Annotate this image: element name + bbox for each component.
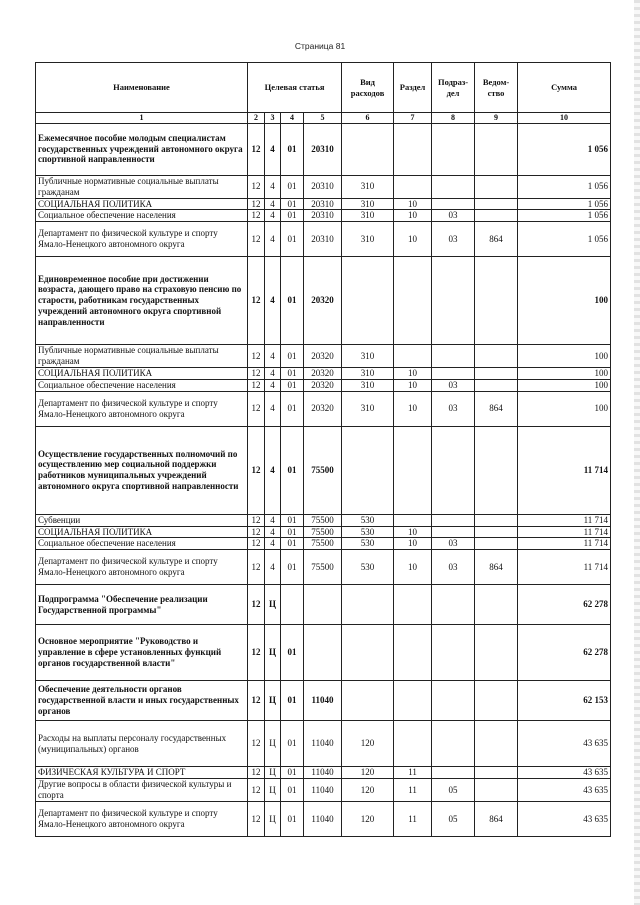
cell-expense-type: 120 [342,778,394,801]
cell-department: 864 [475,550,518,585]
cell-expense-type: 310 [342,379,394,391]
cell-subprogram: 4 [265,514,281,526]
cell-amount: 11 714 [518,550,611,585]
header-name: Наименование [36,63,248,113]
cell-subprogram: 4 [265,550,281,585]
cell-name: Департамент по физической культуре и спорту Ямало-Ненецкого автономного округа [36,550,248,585]
cell-direction: 20310 [304,123,342,175]
cell-section: 11 [394,801,432,836]
cell-program: 12 [248,514,265,526]
cell-department [475,368,518,380]
cell-direction: 11040 [304,681,342,721]
cell-direction: 20310 [304,198,342,210]
cell-program: 12 [248,767,265,779]
cell-name: Социальное обеспечение населения [36,210,248,222]
cell-department [475,625,518,681]
cell-expense-type: 530 [342,514,394,526]
cell-event: 01 [281,801,304,836]
table-row [36,198,611,210]
cell-direction: 11040 [304,721,342,767]
table-row [36,767,611,779]
column-number: 8 [432,113,475,124]
cell-amount: 11 714 [518,514,611,526]
cell-direction: 75500 [304,426,342,514]
cell-name: Публичные нормативные социальные выплаты гражданам [36,175,248,198]
cell-section [394,345,432,368]
cell-program: 12 [248,526,265,538]
cell-event: 01 [281,345,304,368]
table-row [36,585,611,625]
cell-subsection: 03 [432,222,475,257]
cell-amount: 43 635 [518,778,611,801]
column-number: 6 [342,113,394,124]
cell-event: 01 [281,391,304,426]
cell-section: 10 [394,198,432,210]
cell-program: 12 [248,368,265,380]
column-number: 10 [518,113,611,124]
cell-department [475,123,518,175]
page-number-label: Страница 81 [294,41,346,51]
cell-department [475,198,518,210]
cell-expense-type [342,123,394,175]
cell-department [475,257,518,345]
cell-name: Основное мероприятие "Руководство и управление в сфере установленных функций органов государственной власти" [36,625,248,681]
cell-amount: 43 635 [518,721,611,767]
column-number: 4 [281,113,304,124]
header-target-article: Целевая статья [248,63,342,113]
cell-direction: 20320 [304,345,342,368]
cell-section [394,175,432,198]
column-number: 5 [304,113,342,124]
cell-subsection [432,368,475,380]
cell-program: 12 [248,550,265,585]
cell-subsection: 03 [432,391,475,426]
cell-amount: 100 [518,257,611,345]
cell-subsection [432,721,475,767]
cell-name: Субвенции [36,514,248,526]
cell-subprogram: 4 [265,198,281,210]
cell-subprogram: 4 [265,426,281,514]
cell-name: Обеспечение деятельности органов государственной власти и иных государственных органов [36,681,248,721]
cell-name: Подпрограмма "Обеспечение реализации Государственной программы" [36,585,248,625]
table-row [36,721,611,767]
cell-department: 864 [475,801,518,836]
cell-section [394,625,432,681]
cell-expense-type: 310 [342,210,394,222]
cell-department [475,767,518,779]
cell-name: СОЦИАЛЬНАЯ ПОЛИТИКА [36,198,248,210]
cell-program: 12 [248,625,265,681]
cell-expense-type: 310 [342,198,394,210]
cell-section: 10 [394,210,432,222]
cell-name: Осуществление государственных полномочий по осуществлению мер социальной поддержки работников муниципальных учреждений автономного округа спортивной направленности [36,426,248,514]
cell-expense-type: 310 [342,368,394,380]
table-row [36,391,611,426]
cell-event: 01 [281,550,304,585]
table-row [36,210,611,222]
cell-event: 01 [281,767,304,779]
cell-department [475,585,518,625]
cell-subprogram: 4 [265,257,281,345]
cell-name: Социальное обеспечение населения [36,379,248,391]
table-row [36,345,611,368]
cell-name: Единовременное пособие при достижении возраста, дающего право на страховую пенсию по старости, работникам государственных учреждений автономного округа спортивной направленности [36,257,248,345]
cell-section [394,585,432,625]
cell-direction: 11040 [304,801,342,836]
table-row [36,625,611,681]
cell-amount: 43 635 [518,801,611,836]
table-row [36,368,611,380]
table-row [36,426,611,514]
cell-amount: 62 278 [518,625,611,681]
cell-amount: 11 714 [518,426,611,514]
cell-program: 12 [248,426,265,514]
cell-direction [304,585,342,625]
table-row [36,526,611,538]
cell-subsection [432,257,475,345]
cell-section [394,681,432,721]
cell-name: ФИЗИЧЕСКАЯ КУЛЬТУРА И СПОРТ [36,767,248,779]
cell-expense-type: 530 [342,538,394,550]
cell-amount: 11 714 [518,526,611,538]
cell-event: 01 [281,222,304,257]
cell-direction: 20320 [304,391,342,426]
cell-event: 01 [281,198,304,210]
cell-event: 01 [281,538,304,550]
table-row [36,801,611,836]
cell-subprogram: Ц [265,778,281,801]
cell-event: 01 [281,681,304,721]
cell-event [281,585,304,625]
cell-department [475,721,518,767]
cell-expense-type [342,681,394,721]
cell-subprogram: Ц [265,625,281,681]
cell-name: Департамент по физической культуре и спорту Ямало-Ненецкого автономного округа [36,801,248,836]
cell-department [475,514,518,526]
cell-program: 12 [248,210,265,222]
cell-program: 12 [248,345,265,368]
header-subsection: Подраз- дел [432,63,475,113]
cell-department [475,538,518,550]
cell-program: 12 [248,123,265,175]
cell-program: 12 [248,538,265,550]
cell-direction: 20320 [304,379,342,391]
cell-event: 01 [281,123,304,175]
header-amount: Сумма [518,63,611,113]
cell-direction: 20320 [304,368,342,380]
cell-direction: 75500 [304,538,342,550]
cell-amount: 43 635 [518,767,611,779]
cell-subprogram: Ц [265,767,281,779]
cell-amount: 11 714 [518,538,611,550]
cell-section [394,257,432,345]
column-number: 1 [36,113,248,124]
cell-expense-type: 310 [342,391,394,426]
cell-name: Другие вопросы в области физической культуры и спорта [36,778,248,801]
cell-subsection: 03 [432,538,475,550]
cell-expense-type: 310 [342,175,394,198]
cell-subsection [432,514,475,526]
cell-expense-type: 120 [342,801,394,836]
cell-department [475,175,518,198]
cell-name: Социальное обеспечение населения [36,538,248,550]
table-row [36,379,611,391]
cell-subprogram: 4 [265,526,281,538]
cell-subsection [432,175,475,198]
cell-amount: 100 [518,368,611,380]
cell-event: 01 [281,368,304,380]
cell-department [475,681,518,721]
table-row [36,175,611,198]
cell-amount: 62 278 [518,585,611,625]
cell-name: Департамент по физической культуре и спорту Ямало-Ненецкого автономного округа [36,391,248,426]
cell-amount: 1 056 [518,175,611,198]
table-row [36,257,611,345]
column-number: 9 [475,113,518,124]
cell-section: 10 [394,550,432,585]
cell-department [475,210,518,222]
cell-amount: 1 056 [518,210,611,222]
cell-name: Департамент по физической культуре и спорту Ямало-Ненецкого автономного округа [36,222,248,257]
cell-subprogram: 4 [265,368,281,380]
cell-amount: 1 056 [518,222,611,257]
cell-section: 10 [394,538,432,550]
table-row [36,222,611,257]
cell-subsection [432,198,475,210]
cell-subprogram: 4 [265,210,281,222]
cell-event: 01 [281,625,304,681]
header-section: Раздел [394,63,432,113]
cell-subprogram: 4 [265,345,281,368]
cell-direction: 75500 [304,526,342,538]
table-row [36,538,611,550]
cell-section: 11 [394,767,432,779]
cell-expense-type [342,426,394,514]
cell-subsection: 05 [432,778,475,801]
cell-section: 10 [394,526,432,538]
cell-expense-type: 310 [342,222,394,257]
cell-amount: 100 [518,391,611,426]
cell-subprogram: 4 [265,391,281,426]
cell-department: 864 [475,222,518,257]
cell-department [475,379,518,391]
cell-event: 01 [281,210,304,222]
cell-section: 10 [394,222,432,257]
scan-edge-artifact [634,0,640,905]
cell-subprogram: 4 [265,175,281,198]
cell-program: 12 [248,721,265,767]
cell-direction: 11040 [304,778,342,801]
cell-subprogram: Ц [265,681,281,721]
cell-amount: 62 153 [518,681,611,721]
cell-section: 10 [394,379,432,391]
cell-expense-type [342,585,394,625]
cell-subsection [432,767,475,779]
cell-name: СОЦИАЛЬНАЯ ПОЛИТИКА [36,526,248,538]
cell-section: 10 [394,368,432,380]
cell-section: 11 [394,778,432,801]
cell-subprogram: 4 [265,538,281,550]
cell-expense-type: 120 [342,721,394,767]
cell-expense-type [342,625,394,681]
cell-subsection: 03 [432,379,475,391]
table-row [36,550,611,585]
cell-subsection [432,625,475,681]
column-number: 7 [394,113,432,124]
header-department: Ведом- ство [475,63,518,113]
cell-subsection [432,123,475,175]
cell-expense-type [342,257,394,345]
cell-direction: 75500 [304,514,342,526]
cell-name: СОЦИАЛЬНАЯ ПОЛИТИКА [36,368,248,380]
cell-department [475,526,518,538]
cell-amount: 100 [518,345,611,368]
cell-program: 12 [248,778,265,801]
cell-amount: 1 056 [518,123,611,175]
table-row [36,681,611,721]
cell-name: Расходы на выплаты персоналу государственных (муниципальных) органов [36,721,248,767]
cell-event: 01 [281,175,304,198]
cell-event: 01 [281,257,304,345]
cell-department [475,345,518,368]
cell-department [475,426,518,514]
cell-event: 01 [281,426,304,514]
cell-name: Ежемесячное пособие молодым специалистам государственных учреждений автономного округа спортивной направленности [36,123,248,175]
column-number: 2 [248,113,265,124]
cell-subsection: 03 [432,550,475,585]
cell-section [394,426,432,514]
cell-event: 01 [281,721,304,767]
cell-subprogram: Ц [265,801,281,836]
cell-department: 864 [475,391,518,426]
cell-direction [304,625,342,681]
header-expense-type: Вид расходов [342,63,394,113]
cell-subsection [432,526,475,538]
cell-subprogram: Ц [265,585,281,625]
cell-subprogram: Ц [265,721,281,767]
cell-direction: 11040 [304,767,342,779]
cell-section: 10 [394,391,432,426]
cell-expense-type: 530 [342,550,394,585]
cell-direction: 20310 [304,175,342,198]
cell-event: 01 [281,514,304,526]
cell-direction: 75500 [304,550,342,585]
cell-subsection [432,681,475,721]
cell-program: 12 [248,198,265,210]
cell-program: 12 [248,585,265,625]
column-number: 3 [265,113,281,124]
table-row [36,778,611,801]
cell-program: 12 [248,257,265,345]
cell-expense-type: 120 [342,767,394,779]
cell-direction: 20310 [304,210,342,222]
table-row [36,123,611,175]
cell-subsection: 05 [432,801,475,836]
cell-amount: 100 [518,379,611,391]
cell-name: Публичные нормативные социальные выплаты гражданам [36,345,248,368]
cell-subprogram: 4 [265,222,281,257]
cell-program: 12 [248,175,265,198]
cell-subprogram: 4 [265,123,281,175]
cell-subprogram: 4 [265,379,281,391]
cell-program: 12 [248,379,265,391]
cell-expense-type: 530 [342,526,394,538]
cell-section [394,721,432,767]
cell-program: 12 [248,222,265,257]
cell-direction: 20320 [304,257,342,345]
cell-amount: 1 056 [518,198,611,210]
cell-expense-type: 310 [342,345,394,368]
cell-subsection [432,426,475,514]
cell-event: 01 [281,379,304,391]
cell-program: 12 [248,801,265,836]
budget-table [35,62,611,837]
cell-subsection [432,585,475,625]
cell-program: 12 [248,681,265,721]
cell-section [394,123,432,175]
cell-event: 01 [281,526,304,538]
cell-section [394,514,432,526]
table-row [36,514,611,526]
cell-department [475,778,518,801]
cell-subsection: 03 [432,210,475,222]
cell-program: 12 [248,391,265,426]
cell-subsection [432,345,475,368]
cell-event: 01 [281,778,304,801]
cell-direction: 20310 [304,222,342,257]
